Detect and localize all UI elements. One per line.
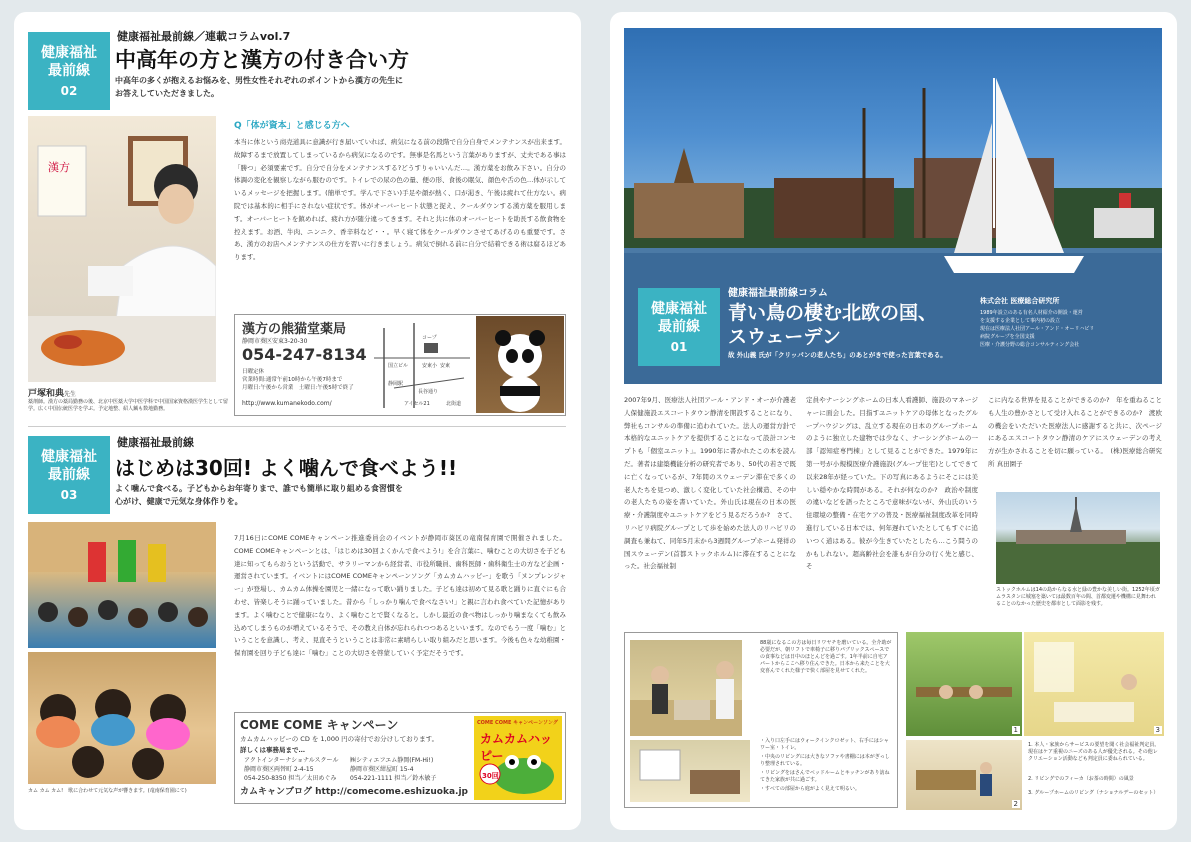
panda-photo: [476, 316, 564, 413]
campaign-line-2: 詳しくは事務局まで…: [240, 746, 305, 754]
svg-text:漢方: 漢方: [48, 161, 70, 174]
garden-illustration: [906, 632, 1022, 736]
shop-hours-1: 営業時間:通常午前10時から午後7時まで: [242, 377, 343, 383]
children-dancing-illustration: [28, 522, 216, 648]
children-clapping-illustration: [28, 652, 216, 784]
frog-illustration: [474, 716, 562, 800]
fika-illustration: [906, 740, 1022, 810]
map-label-kitakaido: 北街道: [446, 401, 462, 407]
section-badge-02: [28, 32, 110, 110]
resident-room-photo: [630, 640, 742, 736]
sweden-title-line-1: 青い鳥の棲む北欧の国、: [728, 302, 938, 324]
stockholm-caption: ストックホルムは14の島からなる水と緑の豊かな美しい街。1252年頃ガムラスタンに城塞を築いては最数百年の間、首都変遷や機構に見舞われることのなかった歴史を都市として面影を残す。: [996, 587, 1160, 607]
column-kicker: 健康福祉最前線コラム: [728, 288, 828, 299]
section-badge-01: [638, 288, 720, 366]
company-name: 株式会社 医療総合研究所: [980, 297, 1060, 305]
shop-tel: 054-247-8134: [242, 345, 367, 364]
right-page: [610, 12, 1177, 830]
room-bullet-2: ・中央のリビングには大きなソファや書棚には本がぎっしり整理されている。: [760, 754, 890, 767]
map-label-street: 長谷通り: [418, 389, 439, 395]
sweden-subtitle: 故 外山義 氏が「クリッパンの老人たち」のあとがきで使った言葉である。: [728, 351, 947, 359]
doctor-suffix: 先生: [64, 391, 77, 398]
badge-number: 01: [670, 340, 688, 354]
shop-map: [374, 318, 470, 412]
doctor-name: 戸塚和典: [28, 389, 65, 399]
article-lead: よく噛んで食べる。子どもからお年寄りまで、誰でも簡単に取り組める食習慣を 心がけ、健康で元気な身体作りを。: [115, 484, 403, 506]
panda-illustration: [476, 316, 564, 413]
map-label-station: 静岡駅: [388, 381, 404, 387]
company-line-1: 1989年設立のある有名人材紹介の開設・運営: [980, 310, 1083, 316]
section-divider: [28, 426, 566, 427]
photo-number-2: 2: [1013, 800, 1018, 808]
article-title: はじめは30回! よく噛んで食べよう!!: [115, 456, 458, 480]
room-bullet-4: ・すべての部屋から庭がよく見えて明るい。: [760, 786, 860, 792]
column-kicker: 健康福祉最前線: [117, 436, 194, 449]
room-interior-photo: [630, 740, 750, 802]
room-bullet-3: ・リビングをはさんでベッドルームとキッチンがあり訪ねてきた家族が共に過ごす。: [760, 770, 890, 783]
doctor-photo: [28, 116, 216, 382]
badge-title: 健康福祉 最前線: [651, 301, 707, 335]
cd-jacket-name: カムカムハッピー: [480, 732, 553, 763]
article-column-3: こに内なる世界を見ることができるのか? 年を重ねることも人生の豊かさとして受け入れることができるのか? 渡欧の機会をいただいた医療法人に感謝すると共に、次ページにあるエスコートタウン静清のケアにスウェーデンの考え方が生かされることを切に願っている。 (株)医療総合研究所 真田園子: [988, 396, 1162, 468]
event-photo-caption: カム カム カム! 歌に合わせて元気な声が響きます。(竜南保育園にて): [28, 788, 187, 794]
stockholm-city-photo: [996, 492, 1160, 584]
sweden-title-line-2: スウェーデン: [728, 326, 841, 348]
city-illustration: [996, 492, 1160, 584]
shop-holiday: 日曜定休: [242, 369, 265, 375]
doctor-illustration: [28, 116, 216, 382]
garden-photo-1: [906, 632, 1022, 736]
comecome-article-body: 7月16日にCOME COMEキャンペーン推進委員会のイベントが静岡市葵区の竜南保育園で開催されました。COME COMEキャンペーンとは、「はじめは30回よくかんで食べよう!」を合言葉に、噛むことの大切さを子ども達に知ってもらおうという活動で、サラリーマンから経営者、市役所職員、歯科医師・歯科衛生士の方など企画・運営されています。イベントにはCOME COMEキャンペーンソング「カムカムハッピー」を歌う「ヌンプレンジャー」が登場し、カムカム体操を園児と一緒になって歌い踊りました。子ども達は初めて見る歌と踊りに直ぐにも合わせ、皆楽しそうに踊っていました。昔から「しっかり噛んで食べなさい!」と親に言われ食べていた記憶があります。よく噛むことで健康になり、よく噛むことで賢くなると。しかし最近の食べ物はしっかり噛まなくても飲み込めてしまうものが増えているそうで、その教え自体が忘れられつつあるといいます。なのでもう一度「噛む」ということを意識し、考え、見直そうということは非常に素晴らしい取り組みだと思います。今後も色々な幼稚園・保育園を回り子ども達に「噛む」ことの大切さを啓蒙していく予定だそうです。: [234, 534, 566, 658]
resident-illustration: [630, 640, 742, 736]
event-photo-top: [28, 522, 216, 648]
question-heading: Q「体が資本」と感じる方へ: [234, 121, 350, 131]
section-badge-03: [28, 436, 110, 514]
shop-url[interactable]: http://www.kumanekodo.com/: [242, 400, 332, 407]
campaign-org-1-tel: 054-250-8350 担当／太田めぐみ: [244, 775, 337, 782]
shop-address: 静岡市葵区安東3-20-30: [242, 338, 308, 345]
badge-title: 健康福祉 最前線: [41, 449, 97, 483]
map-label-coop: コープ: [422, 335, 437, 341]
campaign-title: COME COME キャンペーン: [240, 718, 399, 732]
badge-number: 02: [60, 84, 78, 98]
company-line-5: 医療・介護分野の総合コンサルティング会社: [980, 342, 1080, 348]
resident-story: 88歳になるこの方は毎日リワヤチを磨いている。全介助が必要だが、朝リフトで車椅子に移りパブリックスペースでの食事などは日中のほとんどを過ごす。1年半前に自宅アパートからここへ移り住んできた。日本から来たことを大変喜んでくれた様子で快く部屋を見せてくれた。: [760, 640, 892, 674]
photo-number-3: 3: [1155, 726, 1160, 734]
column-kicker: 健康福祉最前線／連載コラムvol.7: [117, 30, 291, 43]
cd-jacket-badge: 30回: [482, 772, 499, 780]
photo-note-3: 3. グループホームのリビング（ナショナルデーのセット）: [1028, 790, 1159, 796]
photo-note-1: 1. 本人・家族からサービスの要望を聞く社会福祉判定員。現在はケア重視のニーズのある人が優先される。その他レクリエーション活動なども判定員に委ねられている。: [1028, 742, 1160, 762]
living-room-illustration: [1024, 632, 1164, 736]
doctor-bio: 薬剤師。漢方の薬局勤務の後、北京中医薬大学中医学科で中国国家資格漢医学生として留学。広く中国伝統医学を学ぶ。予定地整、紹人鍼も数地勤務。: [28, 399, 229, 412]
campaign-blog[interactable]: カムキャンブログ http://comecome.eshizuoka.jp: [240, 787, 468, 797]
company-line-2: を支援する企業として事内初の設立: [980, 318, 1061, 324]
photo-number-1: 1: [1013, 726, 1018, 734]
doctor-name-row: [28, 386, 76, 399]
campaign-org-2-address: 静岡市葵区紺屋町 15-4: [350, 766, 414, 773]
badge-title: 健康福祉 最前線: [41, 45, 97, 79]
map-label-ando: 安東: [440, 363, 451, 369]
photo-note-2: 2. リビングでのフィーカ（お茶の時間）の風景: [1028, 776, 1134, 782]
map-label-aicel: アイセル21: [404, 401, 430, 407]
shop-hours-2: 月曜日:午後から営業 土曜日:午後5時で終了: [242, 385, 354, 391]
map-label-building: 国立ビル: [388, 363, 409, 369]
cd-jacket-title: COME COME キャンペーンソング: [477, 720, 558, 726]
article-column-1: 2007年9月、医療法人社団アール・アンド・オーが介護老人保健施設エスコートタウン静清を開設することになり、弊社もコンサルの準備に追われていた。法人の運営方針で本格的なユニットケアを提供することになって設計コンセプトも「個室ユニット」。1990年に書かれたこの本を読んだ。著者は建築機能分析の研究者であり、50代の若さで既に亡くなっているが、7年間のスウェーデン滞在で多くの老人たちを見つめ、激しく変化していた社会構造、その中の老人たちの姿を書いていた。外山氏は現在の日本の医療・介護制度やユニットケアをどう見るだろうか? さて、リハビリ病院グループとして歩を始めた法人のリハビリの調査も兼ねて、同年5月末から3週間グループホーム発祥の国スウェーデン(首都ストックホルム)に滞在することになった。社会福祉制: [624, 396, 796, 571]
campaign-line-1: カムカムハッピーの CD を 1,000 円の寄付でお分けしております。: [240, 735, 439, 743]
cd-jacket: [474, 716, 562, 800]
map-label-school: 安東小: [422, 363, 438, 369]
shop-name: 漢方の熊猫堂薬局: [242, 322, 347, 337]
campaign-org-1-address: 静岡市葵区両替町 2-4-15: [244, 766, 314, 773]
event-photo-bottom: [28, 652, 216, 784]
article-lead: 中高年の多くが抱えるお悩みを、男性女性それぞれのポイントから漢方の先生に お答えしていただきました。: [115, 76, 403, 98]
fika-photo-2: [906, 740, 1022, 810]
campaign-org-1: アクトインターナショナルスクール: [244, 757, 339, 764]
company-line-4: 病院グループを全国支援: [980, 334, 1035, 340]
company-line-3: 現在は医療法人社団アール・アンド・オーリハビリ: [980, 326, 1095, 332]
article-column-2: 定員やナーシングホームの日本人看護師、施設のマネージャーに面会した。目指すユニットケアの母体となったグループハウジングは、乱立する現在の日本のグループホームのように独立した建物では少なく、ナーシングホームの一部「認知症専門棟」として見ることができた。1979年に第一号が小規模医療介護施設(グループ住宅)としてできて以来28年が経っていた。下の写真にあるようにそこには美しい穏やかな時間がある。それが何なのか? 政治や制度の違いなどを語ったところで意味がないが、外山氏のいう住環境の整備・在宅ケアの普及・医療福祉制度改革を同時進行している日本では、何年遅れていたとしてもすぐに追いつく道はある。彼が今生きていたとしたら…こう問うのかもしれない。超高齢社会を誰もが自分の行く先と感じ、そ: [806, 396, 978, 571]
room-illustration: [630, 740, 750, 802]
living-room-photo-3: [1024, 632, 1164, 736]
room-bullet-1: ・入り口左手にはウォークインクロゼット、右手にはシャワー室・トイレ。: [760, 738, 889, 751]
badge-number: 03: [60, 488, 78, 502]
kampo-article-body: 本当に体という商売道具に意識が行き届いていれば、病気になる前の段階で自分自身でメンテナンスが出来ます。故障するまで放置してしまっているから病気になるのです。無事是名馬という言葉がありますが、丈夫である事は「勝つ」必須要素です。自分で自分をメンテナンスする?どうすりゃいいんだ…。漢方薬をお飲み下さい。自分の体調の変化を観察しながら服むのです。トイレでの尿の色の量、便の形、食後の眠気、顔色や舌の色…体が示しているメッセージを把握します。(簡単です。学んで下さい)手足や顔が熱く、口が渇き、午後は疲れて仕方ない。病院では基本的に相手にされない症状です。体がオーバーヒート状態と捉え、クールダウンする漢方薬を服用します。オーバーヒートを鎮めれば、疲れ方が随分違ってきます。それと共に体のオーバーヒートを助長する飲食物を控えます。お酒、牛肉、ニンニク、香辛料など・・。早く寝て体をクールダウンさせてあげるのも重要です。さあ、漢方のお店へメンテナンスの仕方を習いに行きましょう。病気で倒れる前に自分で結着できる術は腐るほどあります。: [234, 138, 566, 262]
left-page: [14, 12, 581, 830]
article-title: 中高年の方と漢方の付き合い方: [115, 48, 409, 72]
campaign-org-2: ㈱シティエフエム静岡(FM-Hi!): [350, 757, 434, 764]
campaign-org-2-tel: 054-221-1111 担当／鈴木敏子: [350, 775, 437, 782]
